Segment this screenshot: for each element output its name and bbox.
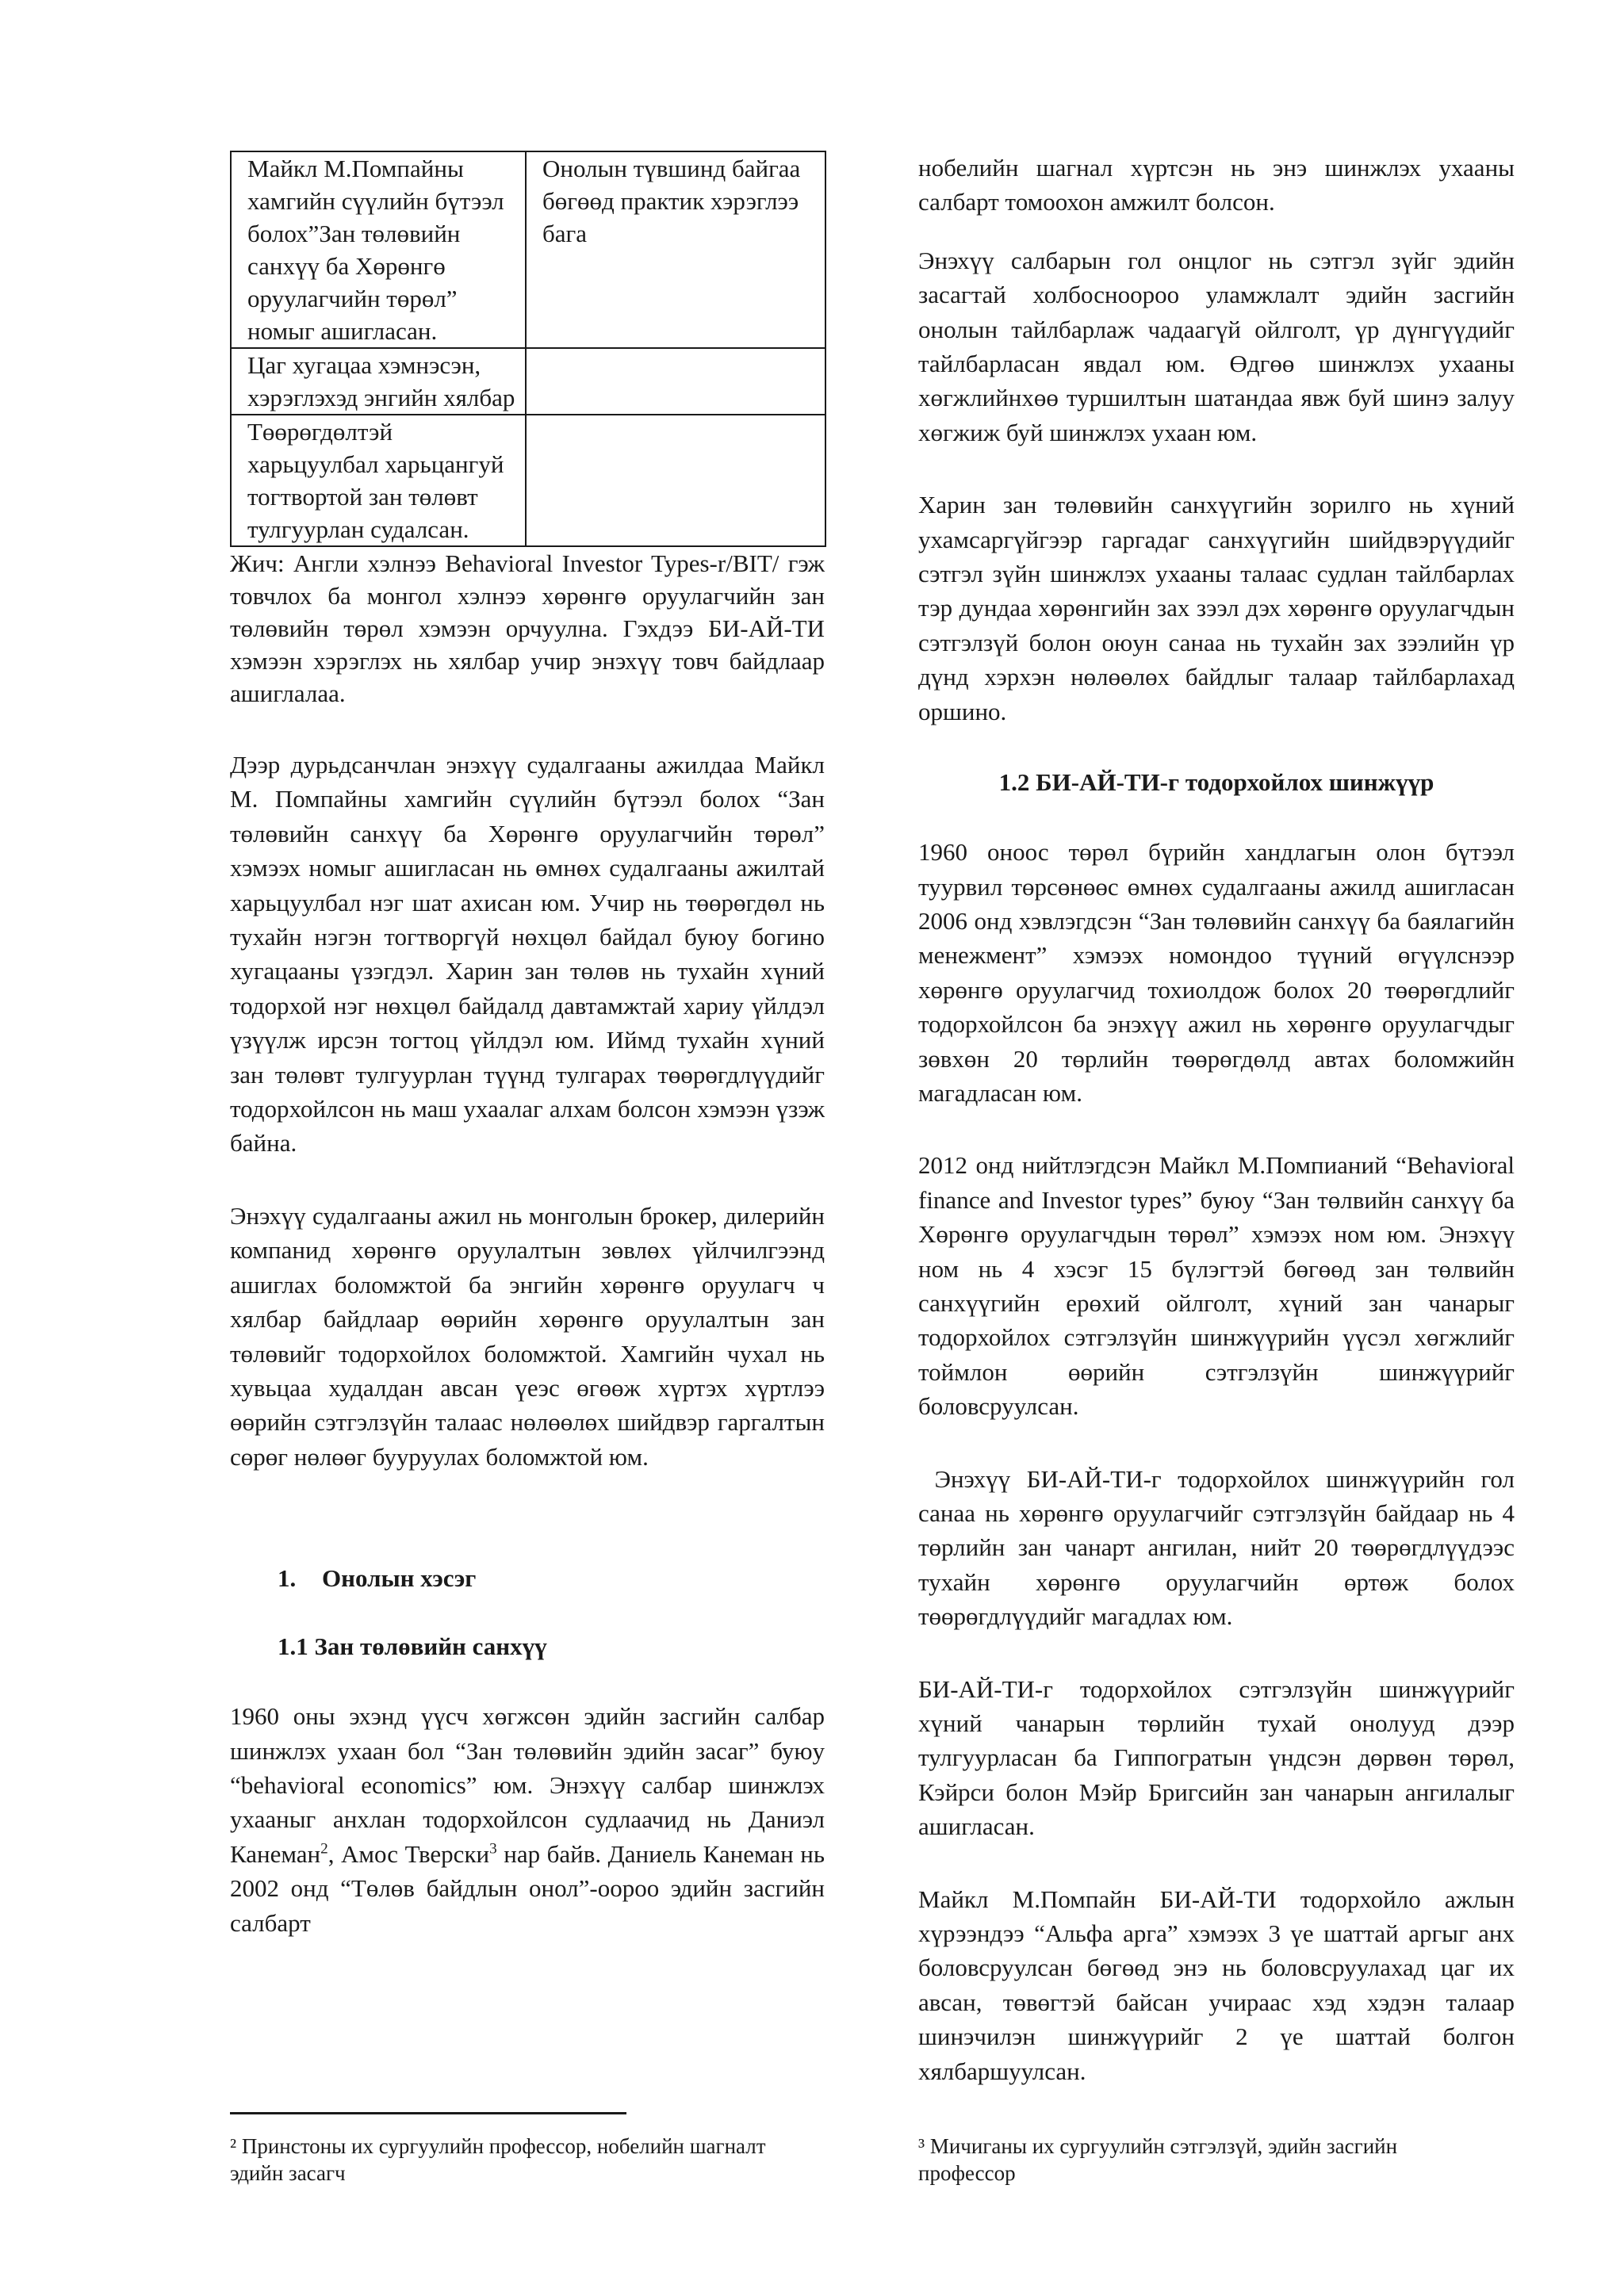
left-column (230, 151, 825, 1978)
table-cell: Цаг хугацаа хэмнэсэн, хэрэглэхэд энгийн хялбар (231, 348, 526, 415)
comparison-table (230, 151, 826, 547)
paragraph: Энэхүү судалгааны ажил нь монголын брокер, дилерийн компанид хөрөнгө оруулалтын зөвлөх үйлчилгээнд ашиглах боломжтой ба энгийн хөрөнгө оруулагч ч хялбар байдлаар өөрийн хөрөнгө оруулалтын зан төлөвийг тодорхойлох боломжтой. Хамгийн чухал нь хувьцаа худалдан авсан үеэс өгөөж хүртэх хүртлээ өөрийн сэтгэлзүйн талаас нөлөөлөх шийдвэр гаргалтын сөрөг нөлөөг бууруулах боломжтой юм. (230, 1201, 825, 1471)
table-cell: Төөрөгдөлтэй харьцуулбал харьцангуй тогтвортой зан төлөвт тулгуурлан судалсан. (231, 415, 526, 546)
paragraph: Майкл М.Помпайн БИ-АЙ-ТИ тодорхойло ажлын хүрээндээ “Альфа арга” хэмээх 3 үе шаттай аргыг анх боловсруулсан бөгөөд энэ нь боловсруулахад цаг их авсан, төвөгтэй байсан учираас хэд хэдэн талаар шинэчилэн шинжүүрийг 2 үе шаттай болгон хялбаршуулсан. (918, 1885, 1515, 2085)
section-title: Онолын хэсэг (322, 1564, 477, 1593)
footnote-ref[interactable]: 3 (489, 1840, 497, 1858)
paragraph: нобелийн шагнал хүртсэн нь энэ шинжлэх ухааны салбарт томоохон амжилт болсон. (918, 154, 1515, 216)
table-note: Жич: Англи хэлнээ Behavioral Investor Types-r/BIT/ гэж товчлох ба монгол хэлнээ хөрөнгө оруулагчийн зан төлөвийн төрөл хэмээн орчуулна. Гэхдээ БИ-АЙ-ТИ хэмээн хэрэглэх нь хялбар учир энэхүү товч байдлаар ашиглалаа. (230, 549, 825, 707)
subsection-heading: 1.1 Зан төлөвийн санхүү (278, 1632, 547, 1661)
footnote-ref[interactable]: 2 (320, 1840, 328, 1858)
table-row (231, 348, 825, 415)
right-column (918, 151, 1527, 2126)
table-cell: Майкл М.Помпайны хамгийн сүүлийн бүтээл болох”Зан төлөвийн санхүү ба Хөрөнгө оруулагчийн төрөл” номыг ашигласан. (231, 151, 526, 348)
paragraph: Энэхүү БИ-АЙ-ТИ-г тодорхойлох шинжүүрийн гол санаа нь хөрөнгө оруулагчийг сэтгэлзүйн байдаар нь 4 төрлийн зан чанарт ангилан, нийт 20 төөрөгдлүүдээс тухайн хөрөнгө оруулагчийн өртөж болох төөрөгдлүүдийг магадлах юм. (918, 1464, 1527, 1631)
paragraph: 1960 оны эхэнд үүсч хөгжсөн эдийн засгийн салбар шинжлэх ухаан бол “Зан төлөвийн эдийн засаг” буюу “behavioral economics” юм. Энэхүү салбар шинжлэх ухааныг анхлан тодорхойлсон судлаачид нь Даниэл Канеман$^2$, Амос Тверски$^3$ нар байв. Даниель Канеман нь 2002 онд “Төлөв байдлын онол”-оороо эдийн засгийн салбарт (230, 1702, 825, 1937)
footnote: ³ Мичиганы их сургуулийн сэтгэлзүй, эдийн засгийн профессор (918, 2134, 1398, 2185)
paragraph: 2012 онд нийтлэгдсэн Майкл М.Помпианий “Behavioral finance and Investor types” буюу “Зан төлвийн санхүү ба Хөрөнгө оруулагчдын төрөл” хэмээх ном юм. Энэхүү ном нь 4 хэсэг 15 бүлэгтэй бөгөөд зан төлвийн санхүүгийн ерөхий ойлголт, хүний зан чанарыг тодорхойлох сэтгэлзүйн шинжүүрийн үүсэл хөгжлийг тоймлон өөрийн сэтгэлзүйн шинжүүрийг боловсруулсан. (918, 1151, 1515, 1421)
table-row (231, 151, 825, 348)
paragraph: Дээр дурьдсанчлан энэхүү судалгааны ажилдаа Майкл М. Помпайны хамгийн сүүлийн бүтээл болох “Зан төлөвийн санхүү ба Хөрөнгө оруулагчийн төрөл” хэмээх номыг ашигласан нь өмнөх судалгааны ажилтай харьцуулбал нэг шат ахисан юм. Учир нь төөрөгдөл нь тухайн нэгэн тогтворгүй нөхцөл байдал буюу богино хугацааны үзэгдэл. Харин зан төлөв нь тухайн хүний тодорхой нэг нөхцөл байдалд давтамжтай хариу үйлдэл үзүүлж ирсэн тогтоц үйлдэл юм. Иймд тухайн хүний зан төлөвт тулгуурлан түүнд тулгарах төөрөгдлүүдийг тодорхойлсон нь маш ухаалаг алхам болсон хэмээн үзэж байна. (230, 751, 825, 1158)
table-cell (526, 348, 825, 415)
paragraph: Харин зан төлөвийн санхүүгийн зорилго нь хүний ухамсаргүйгээр гаргадаг санхүүгийн шийдвэрүүдийг сэтгэл зүйн шинжлэх ухааны талаас судлан тайлбарлах тэр дундаа хөрөнгийн зах зээл дэх хөрөнгө оруулагчдын сэтгэлзүй болон оюун санаа нь тухайн зах зээлийн үр дүнд хэрхэн нөлөөлөх байдлыг талаар тайлбарлахад оршино. (918, 491, 1515, 725)
paragraph: БИ-АЙ-ТИ-г тодорхойлох сэтгэлзүйн шинжүүрийг хүний чанарын төрлийн тухай онолууд дээр тулгуурласан ба Гиппогратын үндсэн дөрвөн төрөл, Кэйрси болон Мэйр Бригсийн зан чанарын ангилалыг ашигласан. (918, 1674, 1515, 1841)
table-cell (526, 415, 825, 546)
paragraph: 1960 оноос төрөл бүрийн хандлагын олон бүтээл туурвил төрсөнөөс өмнөх судалгааны ажилд ашигласан 2006 онд хэвлэгдсэн “Зан төлөвийн санхүү ба баялагийн менежмент” хэмээх номондоо түүний өгүүлснээр хөрөнгө оруулагчид тохиолдож болох 20 төөрөгдлийг тодорхойлсон ба энэхүү ажил нь хөрөнгө оруулагчдыг зөвхөн 20 төрлийн төөрөгдөлд автах боломжийн магадласан юм. (918, 838, 1515, 1107)
footnote: ² Принстоны их сургуулийн профессор, нобелийн шагналт эдийн засагч (230, 2134, 766, 2185)
footnote-divider (230, 2112, 626, 2114)
section-heading (278, 1563, 825, 1594)
subsection-heading: 1.2 БИ-АЙ-ТИ-г тодорхойлох шинжүүр (998, 768, 1434, 797)
table-cell: Онолын түвшинд байгаа бөгөөд практик хэрэглээ бага (526, 151, 825, 348)
section-number: 1. (278, 1564, 297, 1593)
table-row (231, 415, 825, 546)
paragraph: Энэхүү салбарын гол онцлог нь сэтгэл зүйг эдийн засагтай холбосноороо уламжлалт эдийн засгийн онолын тайлбарлаж чадаагүй ойлголт, үр дүнгүүдийг тайлбарласан явдал юм. Өдгөө шинжлэх ухааны хөгжлийнхөө туршилтын шатандаа явж буй шинэ залуу хөгжиж буй шинжлэх ухаан юм. (918, 246, 1515, 446)
